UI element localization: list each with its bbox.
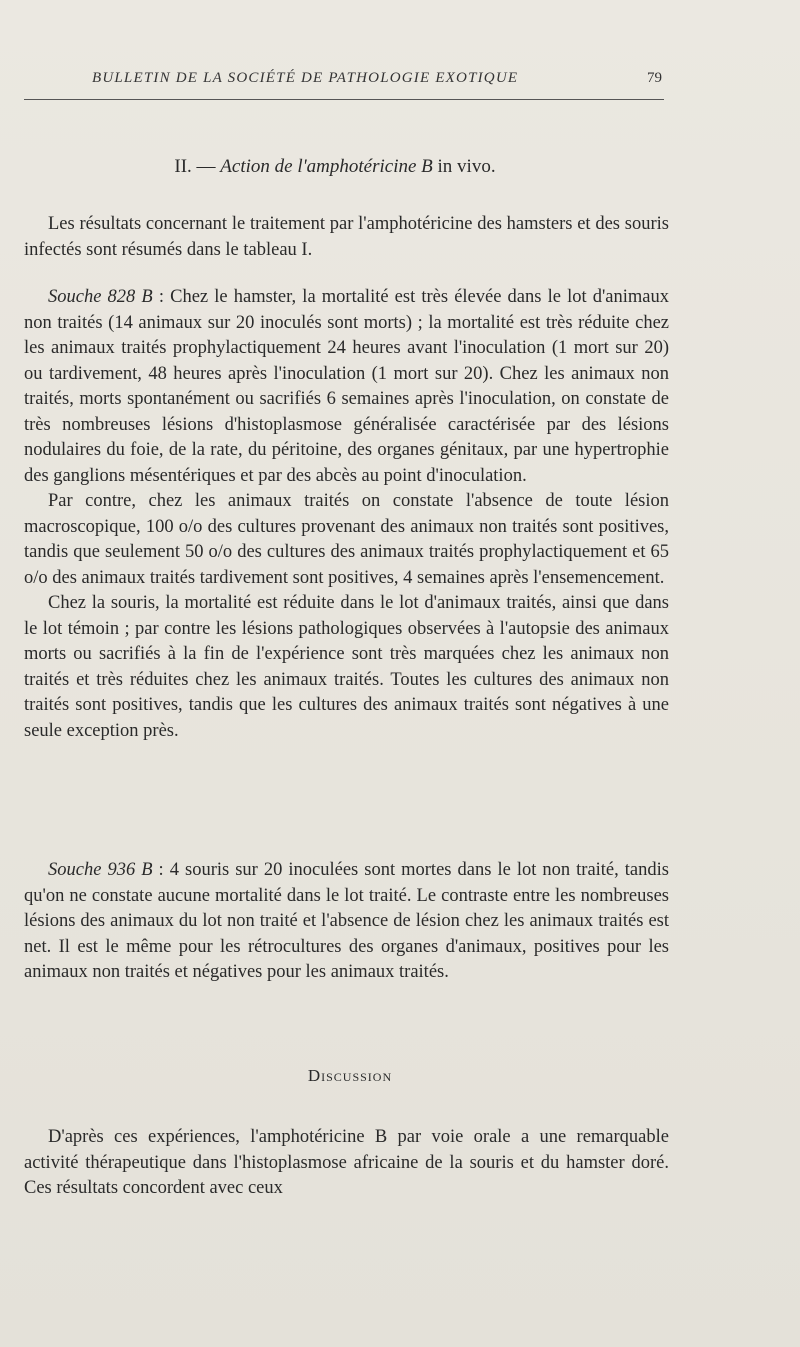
section-title <box>0 156 670 178</box>
souche-828-label: Souche 828 B <box>48 287 153 307</box>
souche-936-text: : 4 souris sur 20 inoculées sont mortes dans le lot non traité, tandis qu'on ne constate aucune mortalité dans le lot traité. Le contraste entre les nombreuses lésions des animaux du lot non traité et l'absence de lésion chez les animaux traités est net. Il est le même pour les rétrocultures des organes d'animaux, positives pour les animaux non traités et négatives pour les animaux traités. <box>24 860 669 982</box>
journal-title: BULLETIN DE LA SOCIÉTÉ DE PATHOLOGIE EXOTIQUE <box>92 70 519 86</box>
souche-936-block <box>24 858 669 986</box>
discussion-block <box>24 1125 669 1202</box>
souche-828-text: : Chez le hamster, la mortalité est très élevée dans le lot d'animaux non traités (14 animaux sur 20 inoculés sont morts) ; la mortalité est très réduite chez les animaux traités prophylactiquement 24 heures avant l'inoculation (1 mort sur 20) ou tardivement, 48 heures après l'inoculation (1 mort sur 20). Chez les animaux non traités, morts spontanément ou sacrifiés 6 semaines après l'inoculation, on constate de très nombreuses lésions d'histoplasmose généralisée caractérisée par des lésions nodulaires du foie, de la rate, du péritoine, des organes génitaux, par une hypertrophie des ganglions mésentériques et par des abcès au point d'inoculation. <box>24 287 670 486</box>
section-title-italic: Action de l'amphotéricine B <box>220 156 433 177</box>
intro-paragraph: Les résultats concernant le traitement par l'amphotéricine des hamsters et des souris infectés sont résumés dans le tableau I. <box>24 214 669 260</box>
results-block <box>24 285 669 744</box>
souche-936-label: Souche 936 B <box>48 860 153 880</box>
souche-936-paragraph <box>24 858 669 986</box>
running-header <box>92 70 662 87</box>
page-number: 79 <box>647 70 662 86</box>
souris-paragraph: Chez la souris, la mortalité est réduite dans le lot d'animaux traités, ainsi que dans le lot témoin ; par contre les lésions pathologiques observées à l'autopsie des animaux morts ou sacrifiés à la fin de l'expérience sont très marquées chez les animaux non traités et très réduites chez les animaux traités. Toutes les cultures des animaux non traités sont positives, tandis que les cultures des animaux traités sont négatives à une seule exception près. <box>24 593 669 741</box>
discussion-heading: Discussion <box>307 1066 393 1085</box>
souche-828-paragraph <box>24 285 669 489</box>
section-title-roman: in vivo. <box>432 156 496 177</box>
discussion-paragraph: D'après ces expériences, l'amphotéricine B par voie orale a une remarquable activité thérapeutique dans l'histoplasmose africaine de la souris et du hamster doré. Ces résultats concordent avec ceux <box>24 1127 669 1198</box>
section-numeral: II. — <box>174 156 221 177</box>
intro-block <box>24 212 669 263</box>
par-contre-paragraph: Par contre, chez les animaux traités on constate l'absence de toute lésion macroscopique, 100 o/o des cultures provenant des animaux non traités sont positives, tandis que seulement 50 o/o des cultures des animaux traités prophylactiquement et 65 o/o des animaux traités tardivement sont positives, 4 semaines après l'ensemencement. <box>24 491 669 588</box>
header-rule <box>24 99 664 100</box>
